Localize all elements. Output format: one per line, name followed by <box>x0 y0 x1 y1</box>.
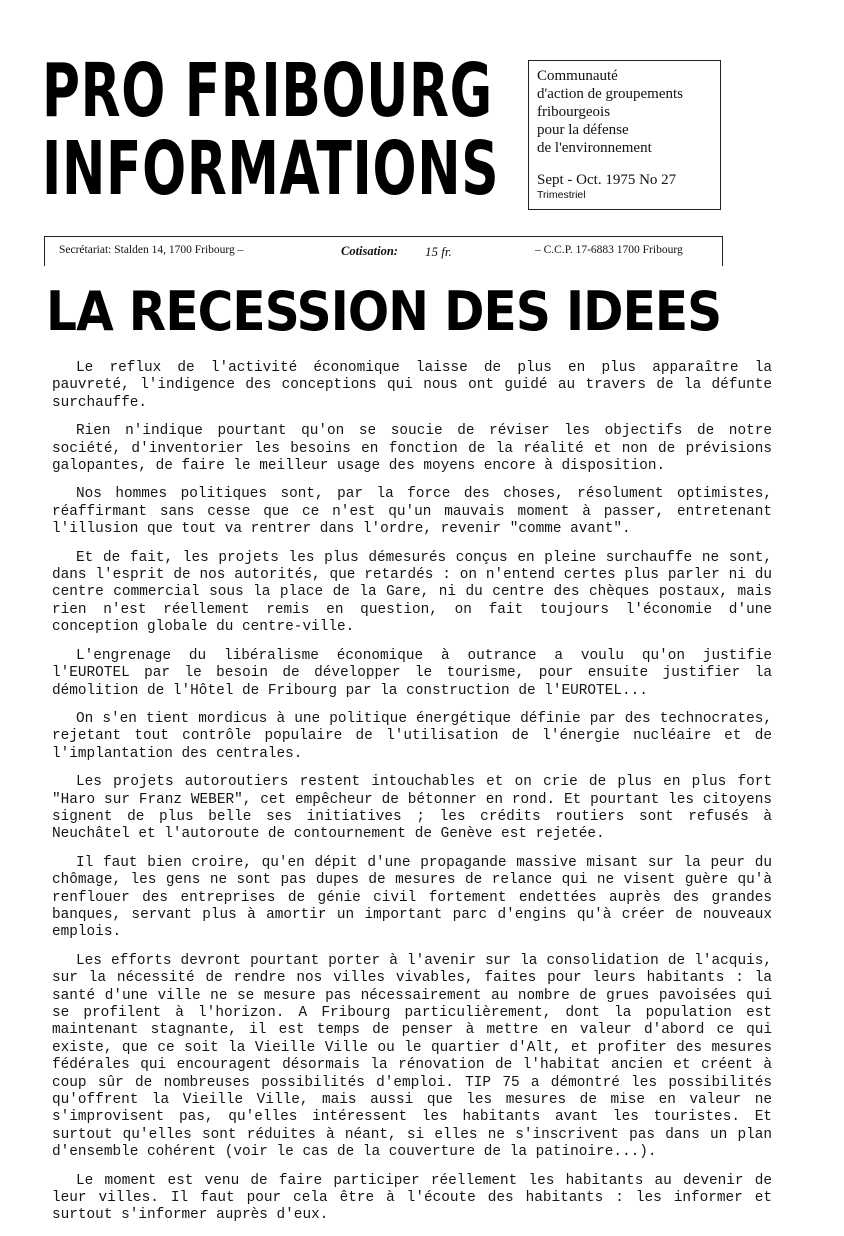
publication-frequency: Trimestriel <box>537 189 586 201</box>
publisher-line: de l'environnement <box>537 140 652 156</box>
masthead-title-line2: INFORMATIONS <box>42 126 500 212</box>
article-paragraph: Le moment est venu de faire participer réellement les habitants au devenir de leur villes. Il faut pour cela être à l'écoute des habitants : les informer et surtout s'informer auprès d'eux. <box>52 1172 772 1224</box>
publisher-line: Communauté <box>537 68 618 84</box>
article-paragraph: Il faut bien croire, qu'en dépit d'une propagande massive misant sur la peur du chômage, les gens ne sont pas dupes de mesures de relance qui ne visent guère qu'à renflouer des entreprises de génie civil fortement endettées auprès des grandes banques, servant plus à amortir un important parc d'engins qu'à créer de nouveaux emplois. <box>52 854 772 941</box>
publisher-info-box <box>528 60 721 210</box>
postal-account: – C.C.P. 17-6883 1700 Fribourg <box>535 244 683 256</box>
masthead-title-line1: PRO FRIBOURG <box>42 48 493 134</box>
article-body <box>52 360 772 1236</box>
publisher-line: pour la défense <box>537 122 629 138</box>
issue-date-number: Sept - Oct. 1975 No 27 <box>537 172 677 188</box>
article-paragraph: On s'en tient mordicus à une politique énergétique définie par des technocrates, rejetant tout contrôle populaire de l'utilisation de l'énergie nucléaire et de l'implantation des centrales. <box>52 710 772 762</box>
article-paragraph: Rien n'indique pourtant qu'on se soucie de réviser les objectifs de notre société, d'inventorier les besoins en fonction de la réalité et non de prévisions galopantes, de faire le meilleur usage des moyens encore à disposition. <box>52 423 772 475</box>
publisher-line: fribourgeois <box>537 104 611 120</box>
subscription-bar <box>44 236 723 266</box>
article-paragraph: Le reflux de l'activité économique laisse de plus en plus apparaître la pauvreté, l'indigence des conceptions qui nous ont guidé au travers de la défunte surchauffe. <box>52 360 772 411</box>
article-paragraph: L'engrenage du libéralisme économique à outrance a voulu qu'on justifie l'EUROTEL par le besoin de développer le tourisme, pour ensuite justifier la démolition de l'Hôtel de Fribourg par la construction de l'EUROTEL... <box>52 647 772 699</box>
secretariat-address: Secrétariat: Stalden 14, 1700 Fribourg – <box>59 244 244 256</box>
article-paragraph: Les efforts devront pourtant porter à l'avenir sur la consolidation de l'acquis, sur la nécessité de rendre nos villes vivables, faites pour leurs habitants : la santé d'une ville ne se mesure pas nécessairement au nombre de grues pavoisées qui se profilent à l'horizon. A Fribourg particulièrement, dont la population est maintenant stagnante, il est temps de penser à mettre en valeur d'abord ce qui existe, que ce soit la Vieille Ville ou le quartier d'Alt, et profiter des mesures fédérales qui encouragent désormais la rénovation de l'habitat ancien et créent à coup sûr de nombreuses possibilités d'emploi. TIP 75 a démontré les possibilités qu'offrent la Vieille Ville, mais aussi que les mesures de mise en valeur ne s'improvisent pas, qu'elles intéressent les habitants avant les touristes. Et surtout qu'elles sont réduites à néant, si elles ne s'inscrivent pas dans un plan d'ensemble cohérent (voir le cas de la couverture de la patinoire...). <box>52 952 772 1161</box>
article-headline: LA RECESSION DES IDEES <box>46 280 722 343</box>
cotisation-label: Cotisation: <box>341 244 398 258</box>
article-paragraph: Les projets autoroutiers restent intouchables et on crie de plus en plus fort "Haro sur Franz WEBER", cet empêcheur de bétonner en rond. Et pourtant les citoyens signent de plus belle ses initiatives ; les crédits routiers sont refusés à Neuchâtel et l'autoroute de contournement de Genève est rejetée. <box>52 774 772 843</box>
article-paragraph: Et de fait, les projets les plus démesurés conçus en pleine surchauffe ne sont, dans l'esprit de nos autorités, que retardés : on n'entend certes plus parler ni du centre commercial sous la place de la Gare, ni du centre des chèques postaux, mais rien n'est réellement remis en question, on fait toujours l'économie d'une conception globale du centre-ville. <box>52 549 772 636</box>
article-paragraph: Nos hommes politiques sont, par la force des choses, résolument optimistes, réaffirmant sans cesse que ce n'est qu'un mauvais moment à passer, entretenant l'illusion que tout va rentrer dans l'ordre, revenir "comme avant". <box>52 486 772 538</box>
cotisation-value: 15 fr. <box>425 244 452 259</box>
publisher-line: d'action de groupements <box>537 86 683 102</box>
masthead-title <box>42 48 500 212</box>
